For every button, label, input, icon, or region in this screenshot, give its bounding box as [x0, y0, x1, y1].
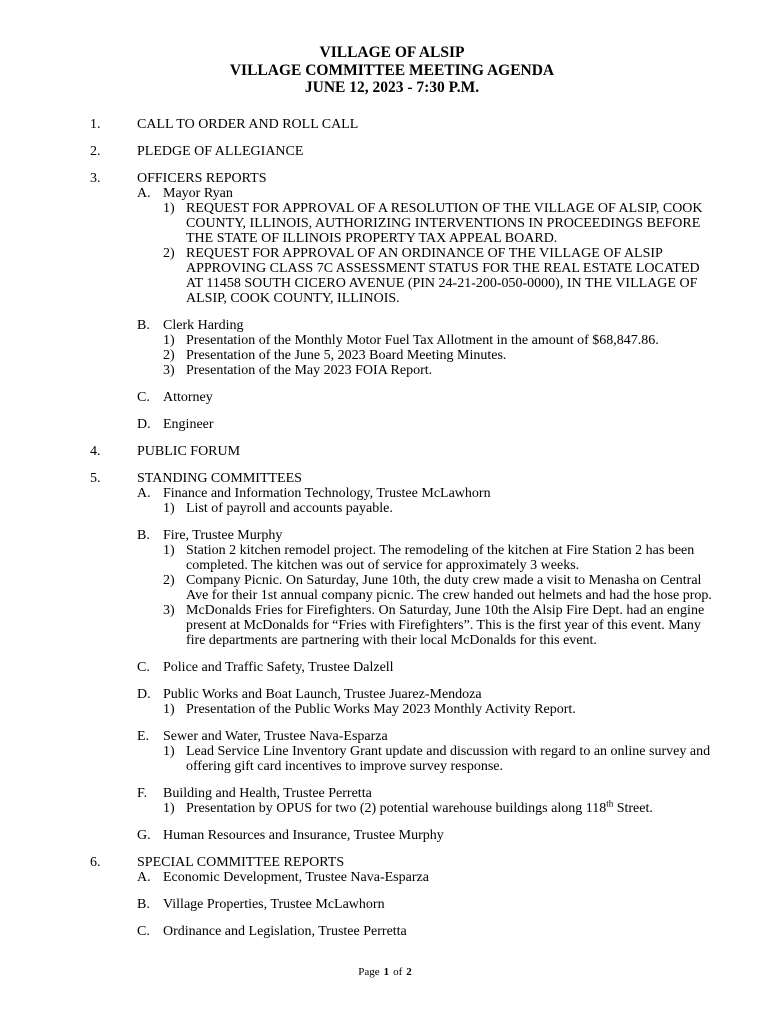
letter-title: Village Properties, Trustee McLawhorn — [163, 896, 385, 912]
sub-item — [163, 744, 714, 774]
document-header — [70, 44, 714, 97]
letter-label: A. — [137, 485, 151, 501]
section-number: 6. — [90, 854, 101, 870]
letter-label: F. — [137, 785, 148, 801]
letter-item-building-health — [137, 786, 714, 816]
section-title: CALL TO ORDER AND ROLL CALL — [137, 116, 359, 132]
sub-text-pre: Presentation by OPUS for two (2) potential warehouse buildings along 118 — [186, 800, 607, 816]
sub-text: Company Picnic. On Saturday, June 10th, the duty crew made a visit to Menasha on Central Ave for their 1st annual company picnic. The crew handed out helmets and had the hose prop. — [186, 572, 712, 603]
sub-text: Presentation of the June 5, 2023 Board Meeting Minutes. — [186, 347, 507, 363]
letter-title: Ordinance and Legislation, Trustee Perretta — [163, 923, 407, 939]
agenda-section-5 — [90, 471, 714, 843]
letter-title: Engineer — [163, 416, 214, 432]
sub-number: 1) — [163, 332, 175, 348]
letter-item-economic-dev — [137, 870, 714, 885]
sub-item — [163, 603, 714, 648]
letter-label: C. — [137, 923, 150, 939]
agenda-section-1 — [90, 117, 714, 132]
sub-number: 3) — [163, 602, 175, 618]
section-title: STANDING COMMITTEES — [137, 470, 302, 486]
ordinal-superscript: th — [606, 798, 614, 809]
letter-label: D. — [137, 686, 151, 702]
page-footer — [0, 966, 770, 978]
letter-label: B. — [137, 527, 150, 543]
letter-title: Building and Health, Trustee Perretta — [163, 785, 372, 801]
sub-item — [163, 363, 714, 378]
letter-item-human-resources — [137, 828, 714, 843]
letter-item-sewer-water — [137, 729, 714, 774]
footer-page-number: 1 — [383, 966, 390, 978]
letter-item-public-works — [137, 687, 714, 717]
letter-item-village-properties — [137, 897, 714, 912]
sub-number: 1) — [163, 800, 175, 816]
letter-item-ordinance — [137, 924, 714, 939]
letter-title: Mayor Ryan — [163, 185, 233, 201]
agenda-section-4 — [90, 444, 714, 459]
sub-text: REQUEST FOR APPROVAL OF AN ORDINANCE OF THE VILLAGE OF ALSIP APPROVING CLASS 7C ASSESSMENT STATUS FOR THE REAL ESTATE LOCATED AT 11458 SOUTH CICERO AVENUE (PIN 24-21-200-050-0000), IN THE VILLAGE OF ALSIP, COOK COUNTY, ILLINOIS. — [186, 245, 700, 306]
sub-number: 1) — [163, 200, 175, 216]
section-number: 5. — [90, 470, 101, 486]
letter-label: B. — [137, 896, 150, 912]
sub-item — [163, 501, 714, 516]
sub-text-post: Street. — [613, 800, 653, 816]
letter-label: B. — [137, 317, 150, 333]
sub-text: Lead Service Line Inventory Grant update and discussion with regard to an online survey and offering gift card incentives to improve survey response. — [186, 743, 711, 774]
sub-number: 2) — [163, 347, 175, 363]
sub-text: McDonalds Fries for Firefighters. On Saturday, June 10th the Alsip Fire Dept. had an engine present at McDonalds for “Fries with Firefighters”. This is the first year of this event. Many fire departments are partnering with their local McDonalds for this event. — [186, 602, 705, 648]
letter-title: Public Works and Boat Launch, Trustee Juarez-Mendoza — [163, 686, 482, 702]
letter-item-mayor — [137, 186, 714, 306]
sub-text: Presentation of the May 2023 FOIA Report. — [186, 362, 433, 378]
letter-title: Police and Traffic Safety, Trustee Dalzell — [163, 659, 394, 675]
letter-item-fire — [137, 528, 714, 648]
letter-label: A. — [137, 869, 151, 885]
section-number: 1. — [90, 116, 101, 132]
sub-item — [163, 246, 714, 306]
footer-label-page: Page — [358, 966, 380, 978]
agenda-title: VILLAGE OF ALSIP — [319, 44, 465, 61]
sub-item — [163, 798, 714, 816]
sub-item — [163, 702, 714, 717]
sub-item — [163, 573, 714, 603]
section-title: SPECIAL COMMITTEE REPORTS — [137, 854, 345, 870]
sub-text: Presentation of the Public Works May 2023 Monthly Activity Report. — [186, 701, 576, 717]
letter-item-attorney — [137, 390, 714, 405]
agenda-section-2 — [90, 144, 714, 159]
sub-item — [163, 201, 714, 246]
sub-text: Presentation of the Monthly Motor Fuel Tax Allotment in the amount of $68,847.86. — [186, 332, 659, 348]
sub-item — [163, 348, 714, 363]
letter-label: C. — [137, 659, 150, 675]
letter-item-engineer — [137, 417, 714, 432]
sub-number: 3) — [163, 362, 175, 378]
letter-label: A. — [137, 185, 151, 201]
sub-text: List of payroll and accounts payable. — [186, 500, 393, 516]
letter-title: Sewer and Water, Trustee Nava-Esparza — [163, 728, 388, 744]
sub-number: 2) — [163, 572, 175, 588]
footer-page-total: 2 — [406, 966, 412, 978]
sub-text: REQUEST FOR APPROVAL OF A RESOLUTION OF THE VILLAGE OF ALSIP, COOK COUNTY, ILLINOIS, AUTHORIZING INTERVENTIONS IN PROCEEDINGS BEFORE THE STATE OF ILLINOIS PROPERTY TAX APPEAL BOARD. — [186, 200, 703, 246]
letter-label: C. — [137, 389, 150, 405]
agenda-section-6 — [90, 855, 714, 939]
letter-item-clerk — [137, 318, 714, 378]
agenda-datetime: JUNE 12, 2023 - 7:30 P.M. — [304, 79, 480, 97]
section-title: PLEDGE OF ALLEGIANCE — [137, 143, 304, 159]
letter-title: Attorney — [163, 389, 213, 405]
agenda-section-3 — [90, 171, 714, 432]
sub-number: 1) — [163, 500, 175, 516]
sub-number: 1) — [163, 542, 175, 558]
letter-label: G. — [137, 827, 151, 843]
sub-number: 1) — [163, 743, 175, 759]
section-number: 4. — [90, 443, 101, 459]
letter-title: Human Resources and Insurance, Trustee Murphy — [163, 827, 444, 843]
sub-text: Station 2 kitchen remodel project. The remodeling of the kitchen at Fire Station 2 has been completed. The kitchen was out of service for approximately 3 weeks. — [186, 542, 695, 573]
letter-title: Fire, Trustee Murphy — [163, 527, 283, 543]
sub-item — [163, 543, 714, 573]
letter-title: Clerk Harding — [163, 317, 244, 333]
section-title: OFFICERS REPORTS — [137, 170, 267, 186]
letter-item-police — [137, 660, 714, 675]
section-title: PUBLIC FORUM — [137, 443, 241, 459]
letter-label: E. — [137, 728, 150, 744]
sub-number: 2) — [163, 245, 175, 261]
footer-label-of: of — [393, 966, 403, 978]
letter-label: D. — [137, 416, 151, 432]
letter-title: Economic Development, Trustee Nava-Esparza — [163, 869, 429, 885]
agenda-subtitle: VILLAGE COMMITTEE MEETING AGENDA — [229, 61, 555, 79]
section-number: 3. — [90, 170, 101, 186]
sub-number: 1) — [163, 701, 175, 717]
sub-text — [186, 798, 714, 816]
letter-item-finance — [137, 486, 714, 516]
sub-item — [163, 333, 714, 348]
letter-title: Finance and Information Technology, Trustee McLawhorn — [163, 485, 491, 501]
section-number: 2. — [90, 143, 101, 159]
